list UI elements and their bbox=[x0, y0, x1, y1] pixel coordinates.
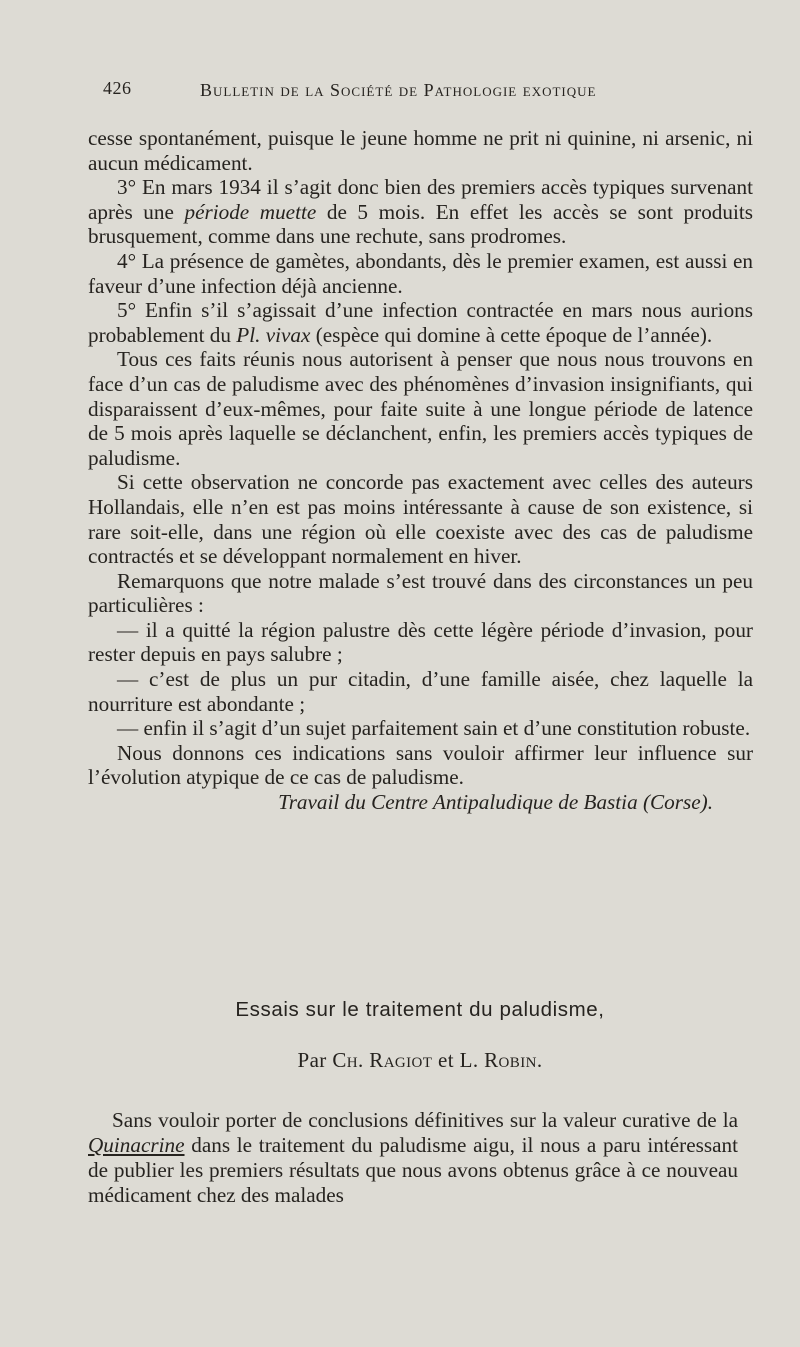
list-item: — c’est de plus un pur citadin, d’une famille aisée, chez laquelle la nourriture est abondante ; bbox=[88, 667, 753, 716]
italic-term: Quinacrine bbox=[88, 1133, 185, 1157]
author-name: Ch. Ragiot bbox=[332, 1048, 433, 1072]
article-authors: Par Ch. Ragiot et L. Robin. bbox=[297, 1048, 543, 1072]
article-title: Essais sur le traitement du paludisme, bbox=[235, 998, 605, 1021]
affiliation-signature: Travail du Centre Antipaludique de Bastia (Corse). bbox=[278, 790, 713, 815]
paragraph: Si cette observation ne concorde pas exactement avec celles des auteurs Hollandais, elle n’en est pas moins intéressante à cause de son existence, si rare soit-elle, dans une région où elle coexiste avec des cas de paludisme contractés et se développant normalement en hiver. bbox=[88, 470, 753, 569]
page-number: 426 bbox=[103, 78, 132, 98]
article-body bbox=[88, 1108, 738, 1208]
paragraph: Remarquons que notre malade s’est trouvé dans des circonstances un peu particulières : bbox=[88, 568, 753, 618]
article-continuation bbox=[88, 126, 753, 815]
list-item: — enfin il s’agit d’un sujet parfaitement sain et d’une constitution robuste. bbox=[117, 716, 751, 741]
list-item: — il a quitté la région palustre dès cette légère période d’invasion, pour rester depuis en pays salubre ; bbox=[88, 617, 753, 667]
paragraph: Tous ces faits réunis nous autorisent à penser que nous nous trouvons en face d’un cas de paludisme avec des phénomènes d’invasion insignifiants, qui disparaissent d’eux-mêmes, pour faite suite à une longue période de latence de 5 mois après laquelle se déclanchent, enfin, les premiers accès typiques de paludisme. bbox=[88, 347, 753, 470]
italic-term: Pl. vivax bbox=[236, 322, 311, 347]
italic-term: période muette bbox=[184, 199, 317, 224]
author-name: L. Robin. bbox=[459, 1048, 543, 1072]
paragraph: 3° En mars 1934 il s’agit donc bien des premiers accès typiques survenant après une période muette de 5 mois. En effet les accès se sont produits brusquement, comme dans une rechute, sans prodromes. bbox=[88, 175, 753, 249]
paragraph: 4° La présence de gamètes, abondants, dès le premier examen, est aussi en faveur d’une infection déjà ancienne. bbox=[88, 248, 753, 298]
paragraph: Sans vouloir porter de conclusions définitives sur la valeur curative de la Quinacrine dans le traitement du paludisme aigu, il nous a paru intéressant de publier les premiers résultats que nous avons obtenus grâce à ce nouveau médicament chez des malades bbox=[88, 1108, 738, 1207]
paragraph: Nous donnons ces indications sans vouloir affirmer leur influence sur l’évolution atypique de ce cas de paludisme. bbox=[88, 740, 753, 790]
paragraph: cesse spontanément, puisque le jeune homme ne prit ni quinine, ni arsenic, ni aucun médicament. bbox=[88, 126, 753, 175]
running-title: Bulletin de la Société de Pathologie exotique bbox=[200, 80, 597, 100]
paragraph: 5° Enfin s’il s’agissait d’une infection contractée en mars nous aurions probablement du Pl. vivax (espèce qui domine à cette époque de l’année). bbox=[88, 298, 753, 347]
